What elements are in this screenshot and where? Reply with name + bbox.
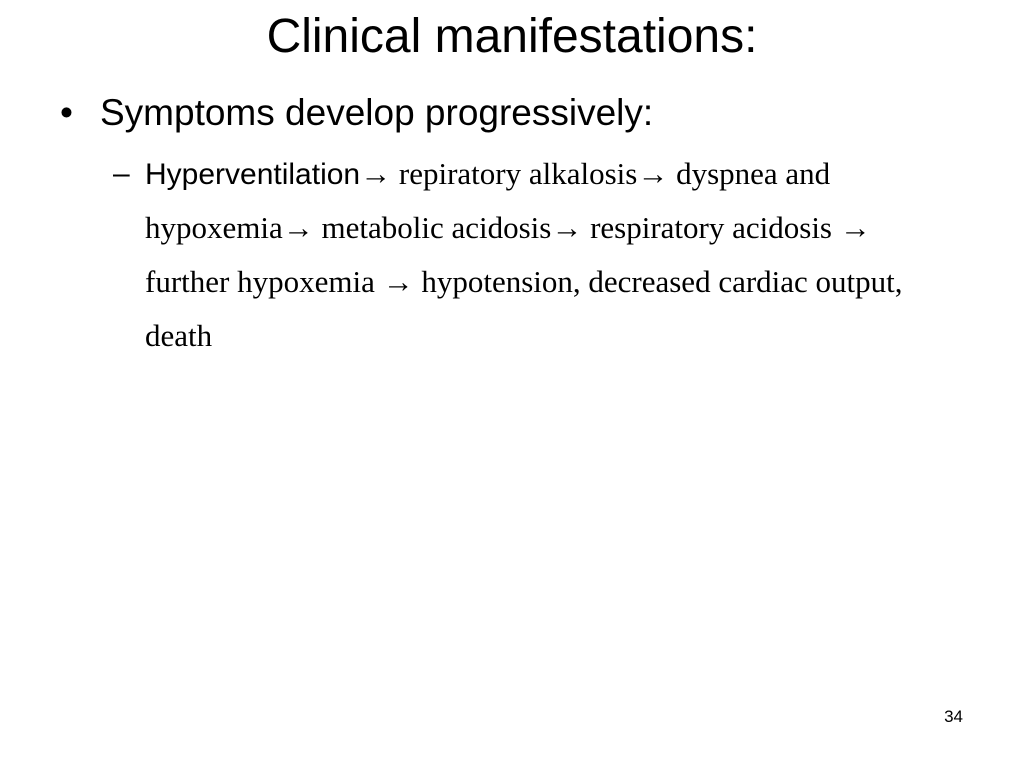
slide-title: Clinical manifestations: <box>266 10 758 63</box>
bullet-text: Symptoms develop progressively: <box>100 92 654 133</box>
slide-number: 34 <box>944 707 963 726</box>
sub-bullet-body <box>145 150 945 366</box>
sub-bullet-lead: Hyperventilation <box>145 158 361 191</box>
bullet-marker: • <box>60 92 73 133</box>
sub-bullet-rest: → repiratory alkalosis→ dyspnea and hypoxemia→ metabolic acidosis→ respiratory acidosis → further hypoxemia → hypotension, decreased cardiac output, death <box>145 156 903 353</box>
sub-bullet-marker: – <box>113 157 130 190</box>
